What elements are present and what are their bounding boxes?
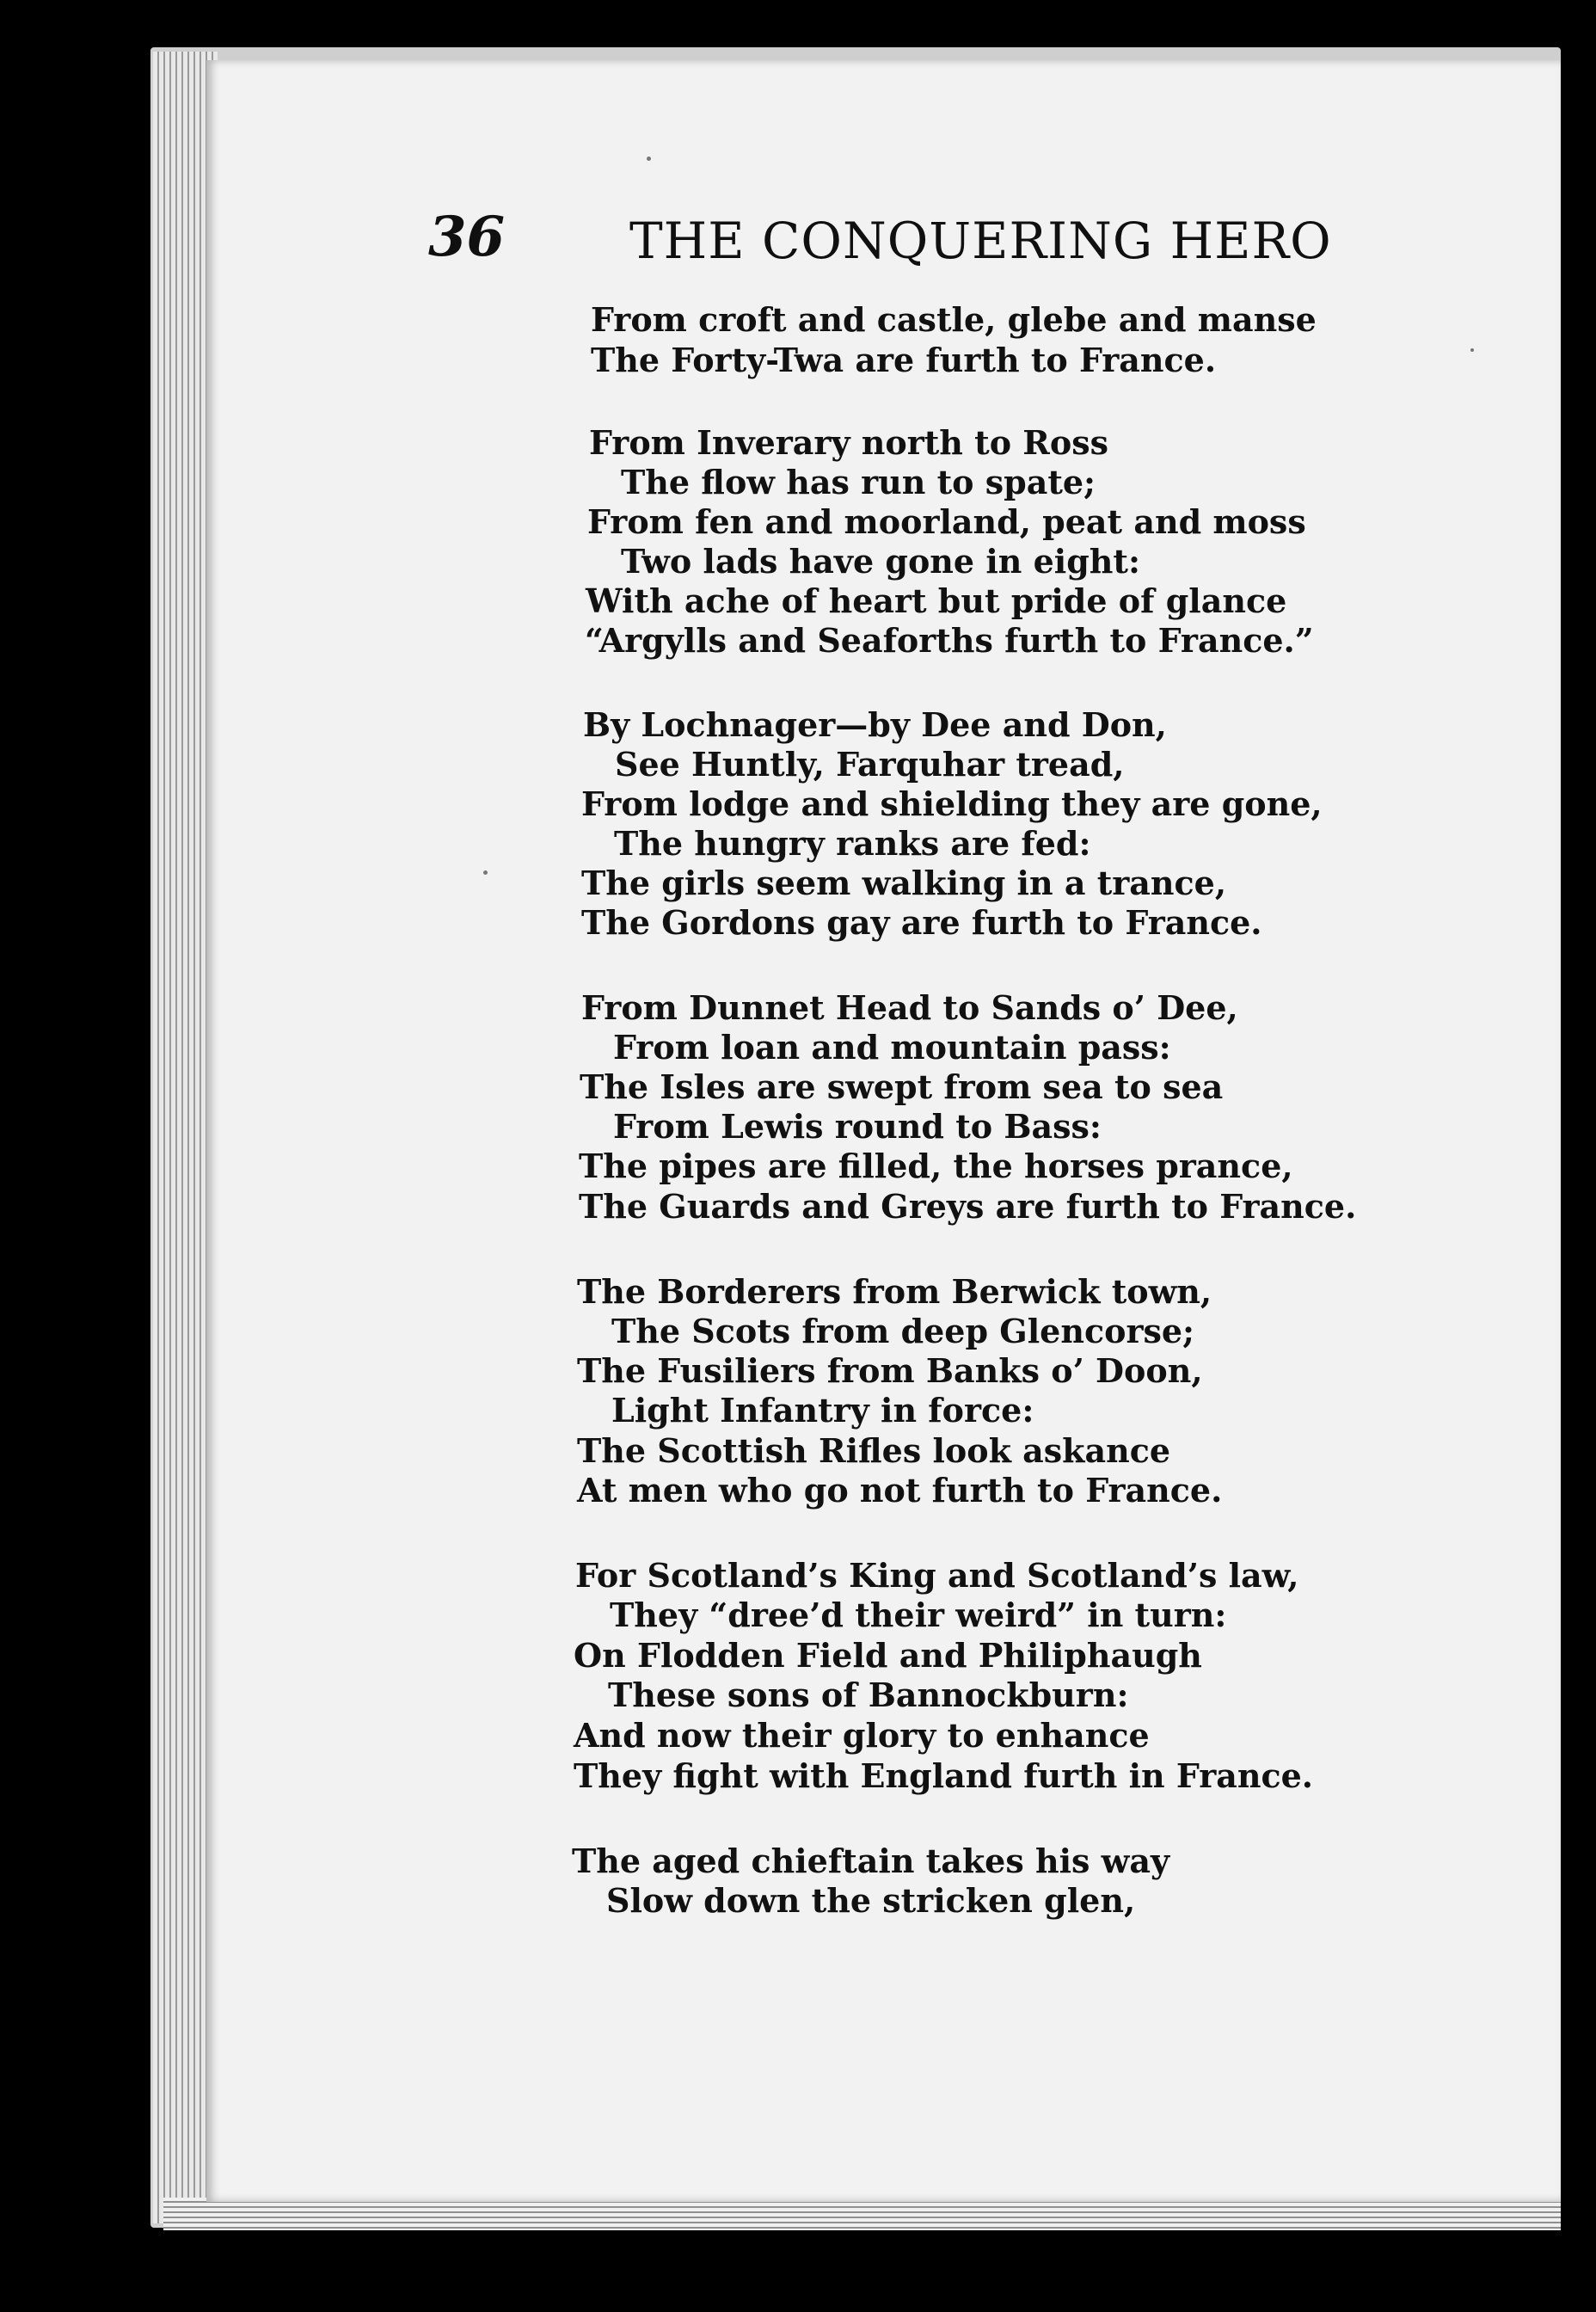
poem-line: “Argylls and Seaforths furth to France.” [585, 621, 1314, 660]
poem-line: From loan and mountain pass: [613, 1028, 1171, 1067]
poem-line: Slow down the stricken glen, [606, 1881, 1136, 1920]
scan-speck [483, 870, 488, 875]
poem-line: From croft and castle, glebe and manse [591, 300, 1317, 339]
poem-line: At men who go not furth to France. [577, 1471, 1223, 1510]
page-number: 36 [428, 205, 506, 269]
poem-line: They fight with England furth in France. [574, 1756, 1314, 1795]
poem-line: From Lewis round to Bass: [613, 1107, 1102, 1146]
running-head: THE CONQUERING HERO [629, 212, 1332, 270]
scan-speck [647, 157, 651, 161]
poem-line: The Isles are swept from sea to sea [580, 1067, 1224, 1106]
poem-line: For Scotland’s King and Scotland’s law, [575, 1556, 1299, 1595]
page-edges-bottom [163, 2198, 1561, 2230]
scan-speck [1470, 348, 1474, 352]
poem-line: From lodge and shielding they are gone, [581, 784, 1323, 823]
poem-line: The Fusiliers from Banks o’ Doon, [577, 1351, 1203, 1390]
poem-line: From Dunnet Head to Sands o’ Dee, [581, 988, 1238, 1027]
poem-line: And now their glory to enhance [574, 1716, 1150, 1755]
poem-line: These sons of Bannockburn: [608, 1676, 1129, 1714]
poem-line: See Huntly, Farquhar tread, [615, 745, 1125, 784]
poem-line: The hungry ranks are fed: [614, 824, 1091, 863]
poem-line: The girls seem walking in a trance, [581, 864, 1227, 902]
poem-line: The Borderers from Berwick town, [577, 1272, 1212, 1311]
poem-line: The aged chieftain takes his way [572, 1842, 1170, 1880]
poem-line: On Flodden Field and Philiphaugh [574, 1636, 1202, 1675]
poem-line: Two lads have gone in eight: [621, 542, 1141, 581]
poem-line: From Inverary north to Ross [589, 423, 1108, 462]
book-page [206, 60, 1561, 2202]
poem-line: The flow has run to spate; [621, 463, 1096, 501]
poem-line: From fen and moorland, peat and moss [587, 502, 1306, 541]
poem-line: They “dree’d their weird” in turn: [610, 1596, 1227, 1634]
poem-line: Light Infantry in force: [611, 1391, 1034, 1430]
poem-line: By Lochnager—by Dee and Don, [583, 705, 1167, 744]
poem-line: The Gordons gay are furth to France. [581, 903, 1262, 942]
poem-line: The Scots from deep Glencorse; [611, 1312, 1195, 1350]
poem-body [206, 60, 1561, 2202]
poem-line: The Guards and Greys are furth to France. [579, 1187, 1357, 1226]
poem-line: The Forty-Twa are furth to France. [591, 341, 1217, 379]
poem-line: With ache of heart but pride of glance [586, 581, 1287, 620]
poem-line: The Scottish Rifles look askance [577, 1431, 1171, 1470]
poem-line: The pipes are filled, the horses prance, [579, 1147, 1293, 1185]
